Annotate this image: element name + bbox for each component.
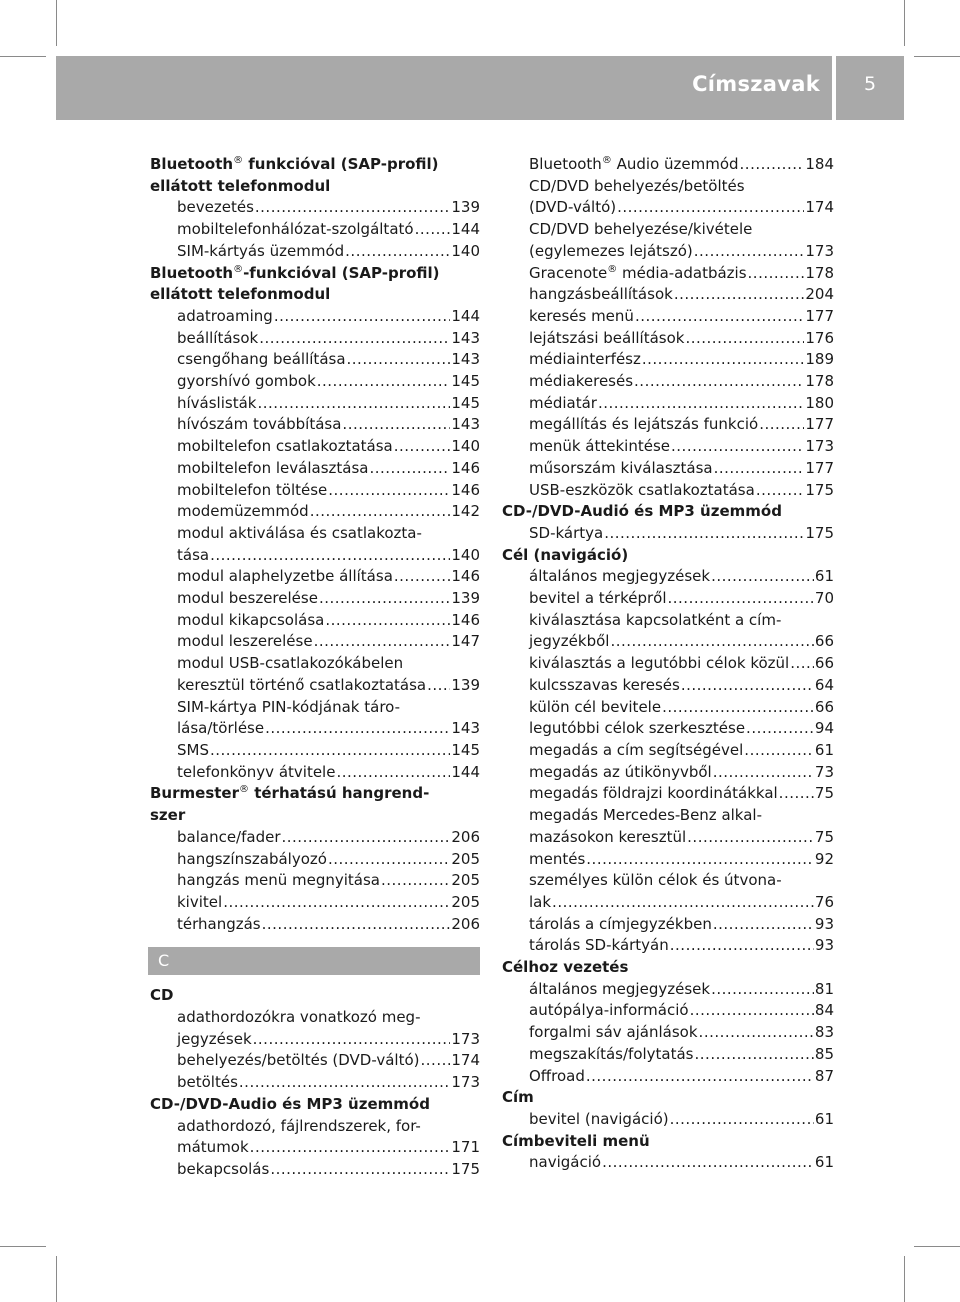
index-entry[interactable]: autópálya-információ ..... 84 — [502, 1000, 834, 1022]
index-entry[interactable]: mobiltelefon töltése ..... 146 — [150, 480, 480, 502]
index-entry-continued: adathordozó, fájlrendszerek, for- — [177, 1116, 421, 1135]
index-entry[interactable]: keresés menü ..... 177 — [502, 306, 834, 328]
header-bar — [56, 56, 832, 120]
index-entry[interactable]: navigáció ..... 61 — [502, 1152, 834, 1174]
index-entry[interactable]: bevitel (navigáció) ..... 61 — [502, 1109, 834, 1131]
index-entry[interactable]: megállítás és lejátszás funkció ..... 177 — [502, 414, 834, 436]
crop-mark — [56, 0, 57, 46]
index-entry[interactable]: Gracenote® média-adatbázis ..... 178 — [502, 263, 834, 285]
index-entry[interactable]: telefonkönyv átvitele ..... 144 — [150, 762, 480, 784]
index-entry[interactable]: keresztül történő csatlakoztatása ..... 139 — [150, 675, 480, 697]
index-entry[interactable]: tárolás a címjegyzékben ..... 93 — [502, 914, 834, 936]
index-heading: ellátott telefonmodul — [150, 285, 331, 304]
index-heading: Bluetooth®-funkcióval (SAP-profil) — [150, 263, 440, 282]
crop-mark — [914, 1246, 960, 1247]
page-number-box — [836, 56, 904, 120]
index-entry[interactable]: SIM-kártyás üzemmód ..... 140 — [150, 241, 480, 263]
index-entry[interactable]: műsorszám kiválasztása ..... 177 — [502, 458, 834, 480]
index-entry[interactable]: legutóbbi célok szerkesztése ..... 94 — [502, 718, 834, 740]
index-heading: Bluetooth® funkcióval (SAP-profil) — [150, 155, 439, 173]
index-entry[interactable]: modemüzemmód ..... 142 — [150, 501, 480, 523]
index-entry[interactable]: hívószám továbbítása ..... 143 — [150, 414, 480, 436]
index-entry[interactable]: jegyzékből ..... 66 — [502, 631, 834, 653]
index-heading: Célhoz vezetés — [502, 958, 629, 977]
index-entry[interactable]: térhangzás ..... 206 — [150, 914, 480, 936]
index-entry[interactable]: lása/törlése ..... 143 — [150, 718, 480, 740]
index-entry[interactable]: megadás a cím segítségével ..... 61 — [502, 740, 834, 762]
index-entry-continued: modul USB-csatlakozókábelen — [177, 654, 404, 673]
index-entry[interactable]: médiatár ..... 180 — [502, 393, 834, 415]
index-entry[interactable]: lak ..... 76 — [502, 892, 834, 914]
index-entry[interactable]: külön cél bevitele ..... 66 — [502, 697, 834, 719]
index-entry[interactable]: megadás földrajzi koordinátákkal ..... 75 — [502, 783, 834, 805]
index-entry[interactable]: Offroad ..... 87 — [502, 1066, 834, 1088]
crop-mark — [904, 0, 905, 46]
index-heading: Cím — [502, 1088, 534, 1107]
page-number: 5 — [863, 73, 877, 95]
index-entry[interactable]: hangzás menü megnyitása ..... 205 — [150, 870, 480, 892]
index-entry[interactable]: (DVD-váltó) ..... 174 — [502, 197, 834, 219]
index-entry[interactable]: SMS ..... 145 — [150, 740, 480, 762]
crop-mark — [0, 56, 46, 57]
index-entry[interactable]: beállítások ..... 143 — [150, 328, 480, 350]
index-entry[interactable]: USB-eszközök csatlakoztatása ..... 175 — [502, 480, 834, 502]
index-entry[interactable]: mazásokon keresztül ..... 75 — [502, 827, 834, 849]
index-entry[interactable]: gyorshívó gombok ..... 145 — [150, 371, 480, 393]
index-entry[interactable]: csengőhang beállítása ..... 143 — [150, 349, 480, 371]
index-entry[interactable]: mobiltelefonhálózat-szolgáltató ..... 144 — [150, 219, 480, 241]
index-entry-continued: CD/DVD behelyezése/kivétele — [529, 220, 753, 239]
crop-mark — [904, 1256, 905, 1302]
letter-section-label: C — [158, 951, 170, 971]
index-entry[interactable]: bekapcsolás ..... 175 — [150, 1159, 480, 1181]
index-entry[interactable]: kiválasztás a legutóbbi célok közül ..... 66 — [502, 653, 834, 675]
index-entry[interactable]: modul leszerelése ..... 147 — [150, 631, 480, 653]
index-entry[interactable]: mobiltelefon csatlakoztatása ..... 140 — [150, 436, 480, 458]
index-entry-continued: modul aktiválása és csatlakozta- — [177, 523, 422, 542]
index-entry[interactable]: modul alaphelyzetbe állítása ..... 146 — [150, 566, 480, 588]
index-entry[interactable]: (egylemezes lejátszó) ..... 173 — [502, 241, 834, 263]
index-entry[interactable]: hangzásbeállítások ..... 204 — [502, 284, 834, 306]
index-heading: CD-/DVD-Audio és MP3 üzemmód — [150, 1094, 430, 1113]
index-entry[interactable]: bevezetés ..... 139 — [150, 197, 480, 219]
index-entry[interactable]: megszakítás/folytatás ..... 85 — [502, 1044, 834, 1066]
index-entry[interactable]: általános megjegyzések ..... 81 — [502, 979, 834, 1001]
index-entry[interactable]: mentés ..... 92 — [502, 849, 834, 871]
index-entry[interactable]: médiainterfész ..... 189 — [502, 349, 834, 371]
index-entry[interactable]: SD-kártya ..... 175 — [502, 523, 834, 545]
page-title: Címszavak — [692, 72, 820, 96]
index-entry-continued: adathordozókra vonatkozó meg- — [177, 1008, 421, 1027]
crop-mark — [56, 1256, 57, 1302]
crop-mark — [0, 1246, 46, 1247]
index-heading: Cél (navigáció) — [502, 545, 629, 564]
index-entry[interactable]: betöltés ..... 173 — [150, 1072, 480, 1094]
index-entry[interactable]: kulcsszavas keresés ..... 64 — [502, 675, 834, 697]
index-entry[interactable]: adatroaming ..... 144 — [150, 306, 480, 328]
index-entry[interactable]: mobiltelefon leválasztása ..... 146 — [150, 458, 480, 480]
index-entry[interactable]: hangszínszabályozó ..... 205 — [150, 849, 480, 871]
index-entry[interactable]: modul beszerelése ..... 139 — [150, 588, 480, 610]
index-entry[interactable]: lejátszási beállítások ..... 176 — [502, 328, 834, 350]
index-entry-continued: CD/DVD behelyezés/betöltés — [529, 176, 745, 195]
index-entry-continued: megadás Mercedes-Benz alkal- — [529, 806, 762, 825]
letter-section-bar — [148, 947, 480, 975]
index-entry[interactable]: bevitel a térképről ..... 70 — [502, 588, 834, 610]
index-entry-continued: SIM-kártya PIN-kódjának táro- — [177, 697, 401, 716]
index-entry[interactable]: balance/fader ..... 206 — [150, 827, 480, 849]
crop-mark — [914, 56, 960, 57]
index-entry[interactable]: általános megjegyzések ..... 61 — [502, 566, 834, 588]
index-entry[interactable]: tárolás SD-kártyán ..... 93 — [502, 935, 834, 957]
index-entry[interactable]: forgalmi sáv ajánlások ..... 83 — [502, 1022, 834, 1044]
index-heading: ellátott telefonmodul — [150, 176, 331, 195]
index-entry-continued: személyes külön célok és útvona- — [529, 871, 782, 890]
index-heading: Burmester® térhatású hangrend- — [150, 784, 430, 803]
index-entry[interactable]: kivitel ..... 205 — [150, 892, 480, 914]
index-entry[interactable]: mátumok ..... 171 — [150, 1137, 480, 1159]
index-entry[interactable]: modul kikapcsolása ..... 146 — [150, 610, 480, 632]
index-entry[interactable]: megadás az útikönyvből ..... 73 — [502, 762, 834, 784]
index-entry-continued: kiválasztása kapcsolatként a cím- — [529, 610, 782, 629]
index-column-left — [150, 154, 480, 1181]
index-heading: CD — [150, 986, 174, 1005]
index-entry[interactable]: tása ..... 140 — [150, 545, 480, 567]
index-heading: szer — [150, 806, 186, 825]
index-entry[interactable]: jegyzések ..... 173 — [150, 1029, 480, 1051]
index-heading: CD-/DVD-Audió és MP3 üzemmód — [502, 502, 782, 521]
index-entry[interactable]: behelyezés/betöltés (DVD-váltó) ..... 174 — [150, 1050, 480, 1072]
index-entry[interactable]: híváslisták ..... 145 — [150, 393, 480, 415]
index-entry[interactable]: menük áttekintése ..... 173 — [502, 436, 834, 458]
index-heading: Címbeviteli menü — [502, 1131, 650, 1150]
index-column-right — [502, 154, 834, 1174]
index-entry[interactable]: Bluetooth® Audio üzemmód ..... 184 — [502, 154, 834, 176]
index-entry[interactable]: médiakeresés ..... 178 — [502, 371, 834, 393]
